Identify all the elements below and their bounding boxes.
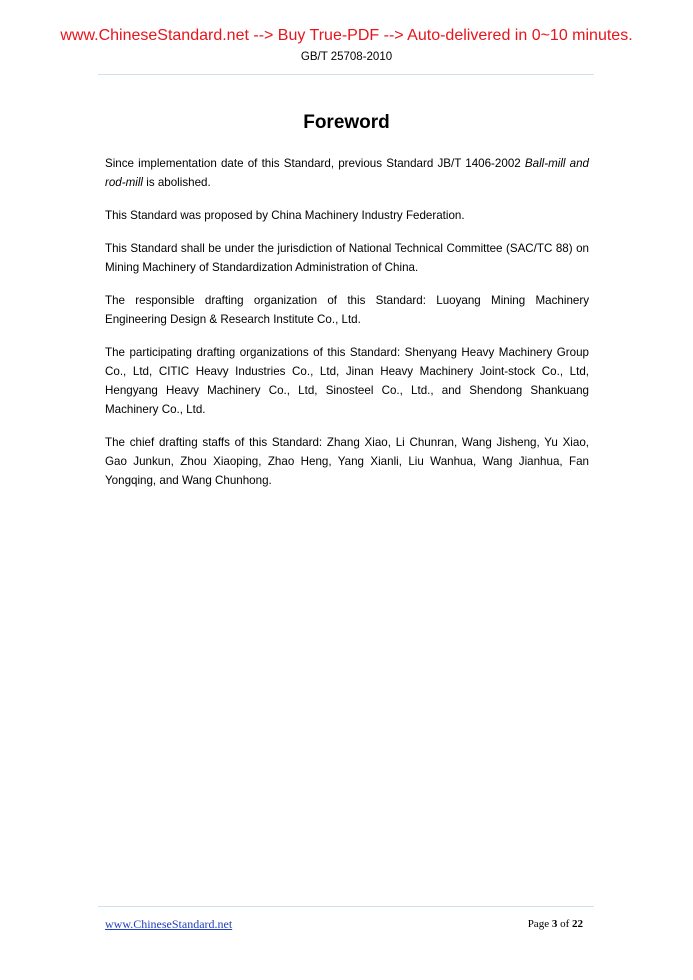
paragraph-responsible-organization: The responsible drafting organization of this Standard: Luoyang Mining Machinery Engineering Design & Research Institute Co., Ltd. [105, 294, 589, 326]
page-total: 22 [572, 918, 583, 930]
paragraph-chief-drafting-staffs: The chief drafting staffs of this Standard: Zhang Xiao, Li Chunran, Wang Jisheng, Yu Xiao, Gao Junkun, Zhou Xiaoping, Zhao Heng, Yang Xianli, Liu Wanhua, Wang Jianhua, Fan Yongqing, and Wang Chunhong. [105, 436, 589, 487]
page-title: Foreword [303, 112, 390, 133]
paragraph-italic-title: Ball-mill and rod-mill [105, 157, 589, 189]
page-current: 3 [551, 918, 558, 930]
paragraph-text: is abolished. [143, 176, 211, 189]
paragraph-abolished-standard [105, 154, 589, 192]
paragraph-text: Since implementation date of this Standard, previous Standard JB/T 1406-2002 [105, 157, 525, 170]
paragraph-jurisdiction: This Standard shall be under the jurisdiction of National Technical Committee (SAC/TC 88) on Mining Machinery of Standardization Administration of China. [105, 242, 589, 274]
document-body [105, 154, 589, 504]
header-divider [98, 74, 594, 75]
paragraph-proposed-by: This Standard was proposed by China Machinery Industry Federation. [105, 209, 465, 222]
page-of: of [557, 918, 572, 930]
header-banner-link[interactable]: www.ChineseStandard.net --> Buy True-PDF --> Auto-delivered in 0~10 minutes. [60, 27, 633, 44]
footer-divider [98, 906, 594, 907]
page-number [528, 918, 583, 930]
standard-code: GB/T 25708-2010 [300, 51, 393, 63]
footer-website-link[interactable]: www.ChineseStandard.net [105, 917, 233, 931]
page-prefix: Page [527, 918, 552, 930]
paragraph-participating-organizations: The participating drafting organizations of this Standard: Shenyang Heavy Machinery Group Co., Ltd, CITIC Heavy Industries Co., Ltd, Jinan Heavy Machinery Joint-stock Co., Ltd, Hengyang Heavy Machinery Co., Ltd, Sinosteel Co., Ltd., and Shendong Shankuang Machinery Co., Ltd. [105, 346, 589, 416]
